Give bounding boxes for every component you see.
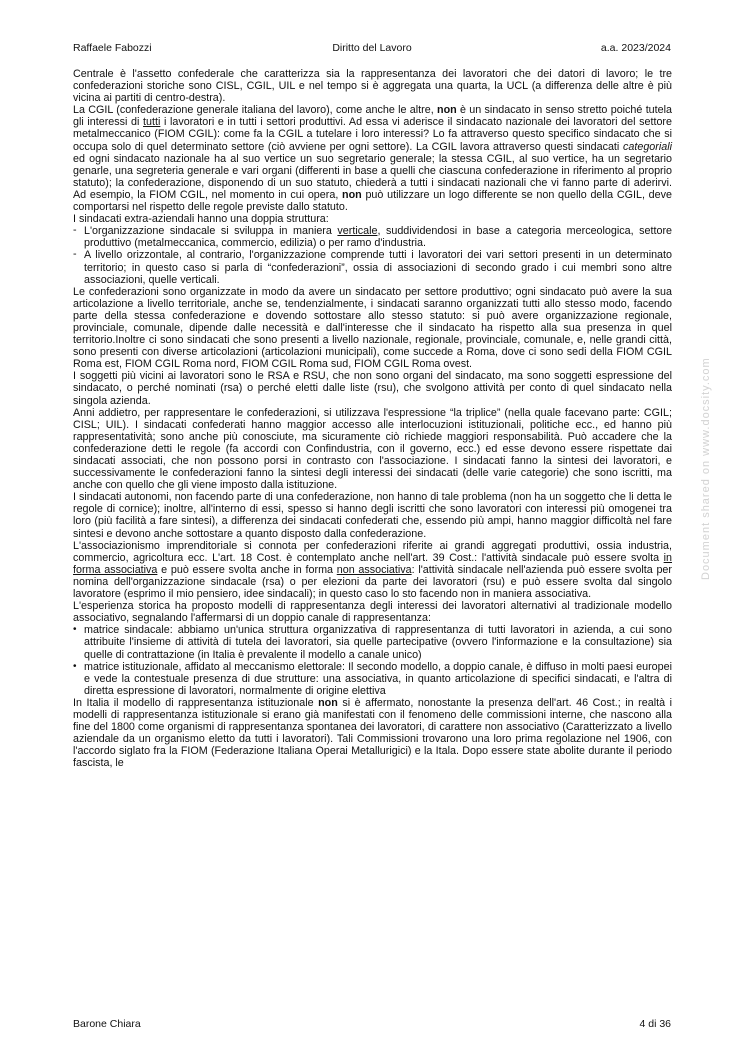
header-academic-year: a.a. 2023/2024 (600, 42, 671, 54)
header-author: Raffaele Fabozzi (73, 42, 152, 54)
paragraph: I sindacati extra-aziendali hanno una doppia struttura: (73, 213, 329, 226)
paragraph: Anni addietro, per rappresentare le confederazioni, si utilizzava l'espressione “la triplice” (nella quale facevano parte: CGIL; CISL; UIL). I sindacati confederati hanno maggior accesso alle interlocuzioni istituzionali, politiche ecc., ed hanno più rappresentatività; sono anche più conosciute, ma sicuramente ciò richiede maggiori responsabilità. Può accadere che la confederazione detti le regole (fa accordi con Confindustria, con il governo, ecc.) ed esse devono essere rispettate dai sindacati associati, che non possono porsi in contrasto con l'associazione. I sindacati fanno la sintesi dei lavoratori, e successivamente le confederazioni fanno la sintesi degli interessi dei sindacati (delle varie categorie) che sono iscritti, ma anche con quello che gli viene imposto dalla istituzione. (73, 406, 672, 492)
underlined-emphasis: non associativa (336, 563, 412, 576)
paragraph: Le confederazioni sono organizzate in modo da avere un sindacato per settore produttivo; ogni sindacato può avere la sua articolazione a livello territoriale, anche se, tendenzialmente, i sindacati saranno organizzati tutti allo stesso modo, facendo parte della stessa confederazione e dovendo sottostare allo stesso statuto: si può avere organizzazione regionale, provinciale, comunale, dipende dalle necessità e dall'interesse che il sindacato ha rispetto alla sua presenza in quel territorio.Inoltre ci sono sindacati che sono presenti a livello nazionale, regionale, provinciale, comunale, e, nelle grandi città, sono presenti con diverse articolazioni (articolazioni municipali), come succede a Roma, dove ci sono sedi della FIOM CGIL Roma est, FIOM CGIL Roma nord, FIOM CGIL Roma sud, FIOM CGIL Roma ovest. (73, 285, 672, 371)
footer-student: Barone Chiara (73, 1018, 141, 1030)
underlined-emphasis: in forma associativa (73, 551, 672, 576)
bold-emphasis: non (318, 696, 338, 709)
page-header (73, 42, 671, 56)
bold-emphasis: non (437, 104, 457, 117)
list-item: - A livello orizzontale, al contrario, l'organizzazione comprende tutti i lavoratori dei vari settori presenti in un determinato territorio; in questo caso si parla di “confederazioni”, ossia di associazioni di secondo grado i cui membri sono altre associazioni, quelle verticali. (73, 249, 672, 285)
dash-list (73, 225, 672, 285)
page-footer (73, 1018, 671, 1032)
paragraph-italia: In Italia il modello di rappresentanza istituzionale non si è affermato, nonostante la presenza dell'art. 46 Cost.; in realtà i modelli di rappresentanza istituzionale si erano già manifestati con il fenomeno delle commissioni interne, che nascono alla fine del 1800 come organismi di rappresentanza spontanea dei lavoratori, di carattere non associativo (Caratterizzato a livello aziendale da un organismo eletto da tutti i lavoratori). Tali Commissioni trovarono una loro prima regolazione nel 1906, con l'accordo siglato fra la FIOM (Federazione Italiana Operai Metallurigici) e la Itala. Dopo essere state abolite durante il periodo fascista, le (73, 696, 672, 770)
paragraph-associazionismo: L'associazionismo imprenditoriale si connota per confederazioni riferite ai grandi aggregati produttivi, ossia industria, commercio, agricoltura ecc. L'art. 18 Cost. è contemplato anche nell'art. 39 Cost.: l'attività sindacale può essere svolta in forma associativa e può essere svolta anche in forma non associativa: l'attività sindacale nell'azienda può essere svolta per nomina dell'organizzazione sindacale (rsa) o per elezioni da parte dei lavoratori (rsu) e può essere svolta dal singolo lavoratore (esprimo il mio pensiero, idee sindacali); in questo caso lo sto facendo non in maniera associativa. (73, 539, 672, 601)
list-item: • matrice sindacale: abbiamo un'unica struttura organizzativa di rappresentanza di tutti lavoratori in azienda, a cui sono attribuite l'insieme di attività di tutela dei lavoratori, sia quelle partecipative (ovvero l'informazione e la consultazione) sia quelle di contrattazione (in Italia è prevalente il modello a canale unico) (73, 624, 672, 660)
list-item: - L'organizzazione sindacale si sviluppa in maniera verticale, suddividendosi in base a categoria merceologica, settore produttivo (metalmeccanica, commercio, edilizia) o per ramo d'industria. (73, 225, 672, 249)
header-course: Diritto del Lavoro (332, 42, 412, 54)
underlined-emphasis: verticale (337, 225, 378, 238)
underlined-emphasis: tutti (143, 116, 161, 129)
bold-emphasis: non (342, 188, 362, 201)
paragraph-cgil: La CGIL (confederazione generale italiana del lavoro), come anche le altre, non è un sindacato in senso stretto poiché tutela gli interessi di tutti i lavoratori e in tutti i settori produttivi. Ad essa vi aderisce il sindacato nazionale dei lavoratori del settore metalmeccanico (FIOM CGIL): come fa la CGIL a tutelare i loro interessi? Lo fa attraverso questo specifico sindacato che si occupa solo di quel determinato settore (ciò avviene per ogni settore). La CGIL lavora attraverso questi sindacati categoriali ed ogni sindacato nazionale ha al suo vertice un suo segretario generale; la stessa CGIL, al suo vertice, ha un segretario genarle, una segreteria generale e vari organi (differenti in base a quelli che ciascuna confederazione in riferimento al proprio statuto); la confederazione, disponendo di un suo statuto, chiederà a tutti i sindacati nazionali che vi fanno parte di aderirvi. Ad esempio, la FIOM CGIL, nel momento in cui opera, non può utilizzare un logo differente se non quello della CGIL, deve comportarsi nel rispetto delle regole previste dallo statuto. (73, 104, 672, 214)
paragraph: I soggetti più vicini ai lavoratori sono le RSA e RSU, che non sono organi del sindacato, ma sono soggetti espressione del sindacato, o perché nominati (rsa) o perché eletti dalle liste (rsu), che svolgono attività per conto di quel sindacato nella singola azienda. (73, 370, 672, 407)
watermark-text: Document shared on www.docsity.com (700, 357, 712, 580)
page-number: 4 di 36 (639, 1018, 671, 1030)
paragraph: L'esperienza storica ha proposto modelli di rappresentanza degli interessi dei lavoratori alternativi al tradizionale modello associativo, segnalando l'affermarsi di un doppio canale di rappresentanza: (73, 600, 672, 625)
bullet-list (73, 624, 672, 697)
paragraph: Centrale è l'assetto confederale che caratterizza sia la rappresentanza dei lavoratori che dei datori di lavoro; le tre confederazioni storiche sono CISL, CGIL, UIL e nel tempo si è aggregata una quarta, la UCL (a differenza delle altre è più vicina ai partiti di centro-destra). (73, 68, 672, 105)
document-body (73, 68, 672, 769)
list-item: • matrice istituzionale, affidato al meccanismo elettorale: Il secondo modello, a doppio canale, è diffuso in molti paesi europei e vede la contestuale presenza di due strutture: una associativa, in quanto articolazione di specifici sindacati, e l'altra di diretta espressione di lavoratori, normalmente di origine elettiva (73, 661, 672, 697)
italic-emphasis: categoriali (623, 140, 672, 153)
paragraph: I sindacati autonomi, non facendo parte di una confederazione, non hanno di tale problema (non ha un soggetto che li detta le regole di cornice); inoltre, all'interno di essi, spesso si hanno degli iscritti che sono lavoratori con interessi più omogenei tra loro (più facilità a fare sintesi), a differenza dei sindacati confederati che, essendo più ampi, hanno maggior difficoltà nel fare sintesi e devono anche sottostare a quanto disposto dalla confederazione. (73, 491, 672, 540)
